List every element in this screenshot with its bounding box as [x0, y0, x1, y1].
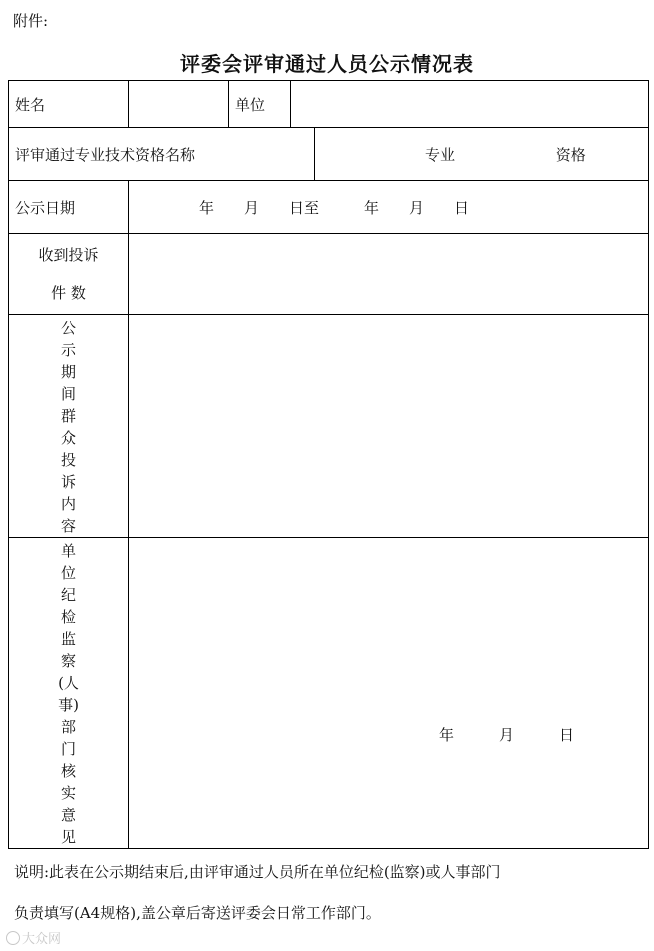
complaints-count-value[interactable] — [129, 234, 649, 315]
complaints-count-label — [9, 234, 129, 315]
cc-char: 期 — [60, 363, 76, 381]
note-line-1: 说明:此表在公示期结束后,由评审通过人员所在单位纪检(监察)或人事部门 — [14, 863, 501, 881]
vf-char: 意 — [60, 806, 76, 824]
cc-char: 间 — [60, 385, 76, 403]
qualification-suffix: 资格 — [555, 145, 586, 164]
vf-char: 监 — [60, 630, 76, 648]
explanatory-note — [14, 862, 644, 944]
vf-char: 纪 — [60, 586, 76, 604]
row-period — [9, 181, 649, 234]
vf-char: 事) — [58, 696, 79, 714]
complaints-count-label-line2: 件 数 — [51, 284, 86, 302]
vf-char: 门 — [60, 740, 76, 758]
period-label: 公示日期 — [9, 181, 129, 234]
cc-char: 投 — [60, 451, 76, 469]
unit-label: 单位 — [229, 81, 291, 128]
attachment-label: 附件: — [13, 12, 49, 30]
name-label: 姓名 — [9, 81, 129, 128]
watermark-icon — [6, 931, 20, 945]
vf-char: (人 — [58, 674, 79, 692]
row-complaints-content — [9, 315, 649, 538]
verification-value[interactable] — [129, 538, 649, 849]
cc-char: 诉 — [60, 473, 76, 491]
name-value[interactable] — [129, 81, 229, 128]
vf-char: 位 — [60, 564, 76, 582]
complaints-content-label — [9, 315, 129, 538]
unit-value[interactable] — [291, 81, 649, 128]
vf-char: 核 — [60, 762, 76, 780]
cc-char: 群 — [60, 407, 76, 425]
vf-char: 见 — [60, 828, 76, 846]
qualification-value[interactable] — [315, 128, 649, 181]
cc-char: 容 — [60, 517, 76, 535]
cc-char: 众 — [60, 429, 76, 447]
verification-date: 年 月 日 — [439, 726, 575, 744]
qualification-label: 评审通过专业技术资格名称 — [9, 128, 315, 181]
vf-char: 部 — [60, 718, 76, 736]
complaints-content-value[interactable] — [129, 315, 649, 538]
row-qualification — [9, 128, 649, 181]
cc-char: 示 — [60, 341, 76, 359]
cc-char: 公 — [60, 319, 76, 337]
publicity-form-table — [8, 80, 649, 849]
note-line-2: 负责填写(A4规格),盖公章后寄送评委会日常工作部门。 — [14, 904, 381, 922]
page-title: 评委会评审通过人员公示情况表 — [180, 52, 474, 76]
specialty-label: 专业 — [425, 145, 456, 164]
row-name-unit — [9, 81, 649, 128]
cc-char: 内 — [60, 495, 76, 513]
vf-char: 察 — [60, 652, 76, 670]
vf-char: 单 — [60, 542, 76, 560]
row-complaints-count — [9, 234, 649, 315]
vf-char: 检 — [60, 608, 76, 626]
verification-label — [9, 538, 129, 849]
complaints-count-label-line1: 收到投诉 — [38, 246, 99, 264]
period-date-text: 年 月 日至 年 月 日 — [199, 198, 470, 217]
watermark — [6, 928, 61, 947]
period-value[interactable] — [129, 181, 649, 234]
vf-char: 实 — [60, 784, 76, 802]
row-verification — [9, 538, 649, 849]
watermark-text: 大众网 — [22, 932, 62, 947]
